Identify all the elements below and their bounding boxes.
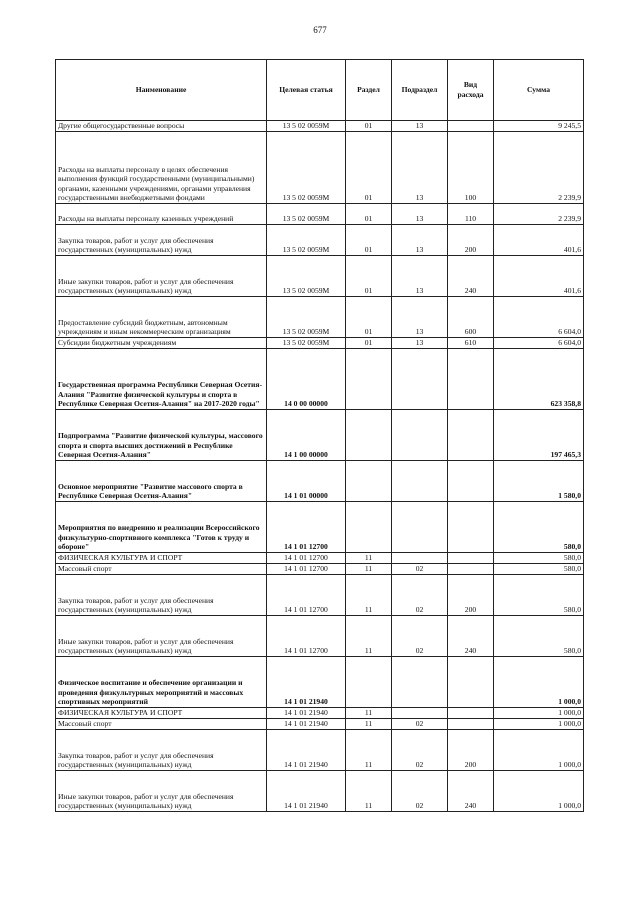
row-subsection: 13 — [392, 225, 448, 256]
row-sum: 1 000,0 — [494, 730, 584, 771]
row-section: 11 — [346, 719, 392, 730]
row-sum: 6 604,0 — [494, 338, 584, 349]
row-section: 01 — [346, 256, 392, 297]
table-row — [56, 461, 584, 502]
row-subsection: 02 — [392, 564, 448, 575]
row-section — [346, 461, 392, 502]
row-sum: 197 465,3 — [494, 410, 584, 461]
row-sum: 2 239,9 — [494, 132, 584, 204]
row-section: 01 — [346, 204, 392, 225]
row-subsection — [392, 553, 448, 564]
table-row — [56, 564, 584, 575]
row-target: 14 1 01 00000 — [267, 461, 346, 502]
row-sum: 580,0 — [494, 575, 584, 616]
row-target: 13 5 02 0059М — [267, 297, 346, 338]
table-header — [56, 60, 584, 121]
table-row — [56, 575, 584, 616]
row-target: 13 5 02 0059М — [267, 204, 346, 225]
header-name: Наименование — [56, 60, 267, 121]
row-subsection: 02 — [392, 730, 448, 771]
row-section: 11 — [346, 575, 392, 616]
row-sum: 1 000,0 — [494, 719, 584, 730]
table-row — [56, 297, 584, 338]
row-subsection: 13 — [392, 256, 448, 297]
row-expense-type: 240 — [448, 771, 494, 812]
row-target: 14 1 01 21940 — [267, 657, 346, 708]
row-target: 13 5 02 0059М — [267, 338, 346, 349]
row-sum: 1 000,0 — [494, 657, 584, 708]
row-name: Субсидии бюджетным учреждениям — [56, 338, 267, 349]
row-subsection: 13 — [392, 121, 448, 132]
table-row — [56, 553, 584, 564]
row-expense-type: 240 — [448, 616, 494, 657]
row-section: 11 — [346, 771, 392, 812]
row-expense-type — [448, 461, 494, 502]
row-target: 14 1 00 00000 — [267, 410, 346, 461]
row-expense-type — [448, 553, 494, 564]
row-name: Закупка товаров, работ и услуг для обеспечения государственных (муниципальных) нужд — [56, 575, 267, 616]
table-row — [56, 132, 584, 204]
page-number: 677 — [313, 25, 327, 35]
row-target: 14 1 01 21940 — [267, 771, 346, 812]
table-row — [56, 616, 584, 657]
row-target: 14 0 00 00000 — [267, 349, 346, 410]
row-target: 14 1 01 21940 — [267, 708, 346, 719]
row-sum: 401,6 — [494, 256, 584, 297]
row-sum: 401,6 — [494, 225, 584, 256]
row-expense-type — [448, 410, 494, 461]
table-row — [56, 771, 584, 812]
header-target: Целевая статья — [267, 60, 346, 121]
header-sum: Сумма — [494, 60, 584, 121]
row-expense-type — [448, 121, 494, 132]
row-subsection: 13 — [392, 204, 448, 225]
row-sum: 580,0 — [494, 564, 584, 575]
row-expense-type: 600 — [448, 297, 494, 338]
row-expense-type: 610 — [448, 338, 494, 349]
row-sum: 9 245,5 — [494, 121, 584, 132]
row-target: 14 1 01 12700 — [267, 502, 346, 553]
row-section: 11 — [346, 730, 392, 771]
row-subsection — [392, 502, 448, 553]
row-section: 11 — [346, 553, 392, 564]
row-name: Подпрограмма "Развитие физической культуры, массового спорта и спорта высших достижений в Республике Северная Осетия-Алания" — [56, 410, 267, 461]
row-section — [346, 410, 392, 461]
row-name: Другие общегосударственные вопросы — [56, 121, 267, 132]
row-expense-type — [448, 719, 494, 730]
row-subsection — [392, 410, 448, 461]
row-target: 14 1 01 21940 — [267, 719, 346, 730]
row-expense-type — [448, 502, 494, 553]
row-expense-type: 110 — [448, 204, 494, 225]
row-section — [346, 657, 392, 708]
row-sum: 580,0 — [494, 502, 584, 553]
row-expense-type: 200 — [448, 225, 494, 256]
row-name: ФИЗИЧЕСКАЯ КУЛЬТУРА И СПОРТ — [56, 553, 267, 564]
row-sum: 2 239,9 — [494, 204, 584, 225]
row-target: 14 1 01 12700 — [267, 616, 346, 657]
row-name: Государственная программа Республики Северная Осетия-Алания "Развитие физической культуры и спорта в Республике Северная Осетия-Алания" на 2017-2020 годы" — [56, 349, 267, 410]
row-name: Иные закупки товаров, работ и услуг для обеспечения государственных (муниципальных) нужд — [56, 256, 267, 297]
row-name: Закупка товаров, работ и услуг для обеспечения государственных (муниципальных) нужд — [56, 225, 267, 256]
row-sum: 6 604,0 — [494, 297, 584, 338]
row-expense-type: 240 — [448, 256, 494, 297]
row-section: 01 — [346, 297, 392, 338]
table-row — [56, 121, 584, 132]
row-target: 13 5 02 0059М — [267, 121, 346, 132]
table-row — [56, 657, 584, 708]
row-subsection — [392, 349, 448, 410]
row-name: Физическое воспитание и обеспечение организации и проведения физкультурных мероприятий и массовых спортивных мероприятий — [56, 657, 267, 708]
table-row — [56, 719, 584, 730]
row-name: Закупка товаров, работ и услуг для обеспечения государственных (муниципальных) нужд — [56, 730, 267, 771]
row-subsection — [392, 461, 448, 502]
row-target: 13 5 02 0059М — [267, 225, 346, 256]
row-subsection: 13 — [392, 132, 448, 204]
row-section: 11 — [346, 708, 392, 719]
row-name: Расходы на выплаты персоналу в целях обеспечения выполнения функций государственными (муниципальными) органами, казенными учреждениями, органами управления государственными внебюджетными фондами — [56, 132, 267, 204]
row-subsection: 02 — [392, 575, 448, 616]
row-section: 01 — [346, 225, 392, 256]
row-target: 14 1 01 12700 — [267, 575, 346, 616]
row-section — [346, 502, 392, 553]
row-sum: 623 358,8 — [494, 349, 584, 410]
row-sum: 580,0 — [494, 616, 584, 657]
header-section: Раздел — [346, 60, 392, 121]
row-sum: 1 580,0 — [494, 461, 584, 502]
table-row — [56, 338, 584, 349]
header-expense-type: Вид расхода — [448, 60, 494, 121]
row-expense-type: 200 — [448, 575, 494, 616]
row-section: 01 — [346, 121, 392, 132]
row-target: 14 1 01 21940 — [267, 730, 346, 771]
budget-table — [55, 59, 584, 812]
row-expense-type — [448, 349, 494, 410]
row-name: Иные закупки товаров, работ и услуг для обеспечения государственных (муниципальных) нужд — [56, 771, 267, 812]
row-name: ФИЗИЧЕСКАЯ КУЛЬТУРА И СПОРТ — [56, 708, 267, 719]
table-row — [56, 204, 584, 225]
row-target: 14 1 01 12700 — [267, 564, 346, 575]
table-row — [56, 502, 584, 553]
row-section: 01 — [346, 338, 392, 349]
row-target: 13 5 02 0059М — [267, 132, 346, 204]
row-subsection: 13 — [392, 297, 448, 338]
row-name: Предоставление субсидий бюджетным, автономным учреждениям и иным некоммерческим организациям — [56, 297, 267, 338]
table-body — [56, 121, 584, 812]
row-name: Расходы на выплаты персоналу казенных учреждений — [56, 204, 267, 225]
header-subsection: Подраздел — [392, 60, 448, 121]
table-row — [56, 708, 584, 719]
row-sum: 580,0 — [494, 553, 584, 564]
row-name: Массовый спорт — [56, 719, 267, 730]
row-subsection: 02 — [392, 616, 448, 657]
row-subsection: 13 — [392, 338, 448, 349]
row-subsection — [392, 657, 448, 708]
row-target: 14 1 01 12700 — [267, 553, 346, 564]
row-expense-type: 100 — [448, 132, 494, 204]
row-subsection — [392, 708, 448, 719]
table-row — [56, 225, 584, 256]
row-name: Основное мероприятие "Развитие массового спорта в Республике Северная Осетия-Алания" — [56, 461, 267, 502]
row-subsection: 02 — [392, 719, 448, 730]
row-target: 13 5 02 0059М — [267, 256, 346, 297]
table-row — [56, 256, 584, 297]
row-section — [346, 349, 392, 410]
row-name: Иные закупки товаров, работ и услуг для обеспечения государственных (муниципальных) нужд — [56, 616, 267, 657]
row-sum: 1 000,0 — [494, 771, 584, 812]
row-section: 11 — [346, 564, 392, 575]
table-row — [56, 349, 584, 410]
row-sum: 1 000,0 — [494, 708, 584, 719]
row-section: 01 — [346, 132, 392, 204]
row-name: Мероприятия по внедрению и реализации Всероссийского физкультурно-спортивного комплекса "Готов к труду и обороне" — [56, 502, 267, 553]
row-subsection: 02 — [392, 771, 448, 812]
row-expense-type: 200 — [448, 730, 494, 771]
row-expense-type — [448, 657, 494, 708]
row-expense-type — [448, 708, 494, 719]
table-row — [56, 730, 584, 771]
row-expense-type — [448, 564, 494, 575]
row-section: 11 — [346, 616, 392, 657]
table-row — [56, 410, 584, 461]
row-name: Массовый спорт — [56, 564, 267, 575]
